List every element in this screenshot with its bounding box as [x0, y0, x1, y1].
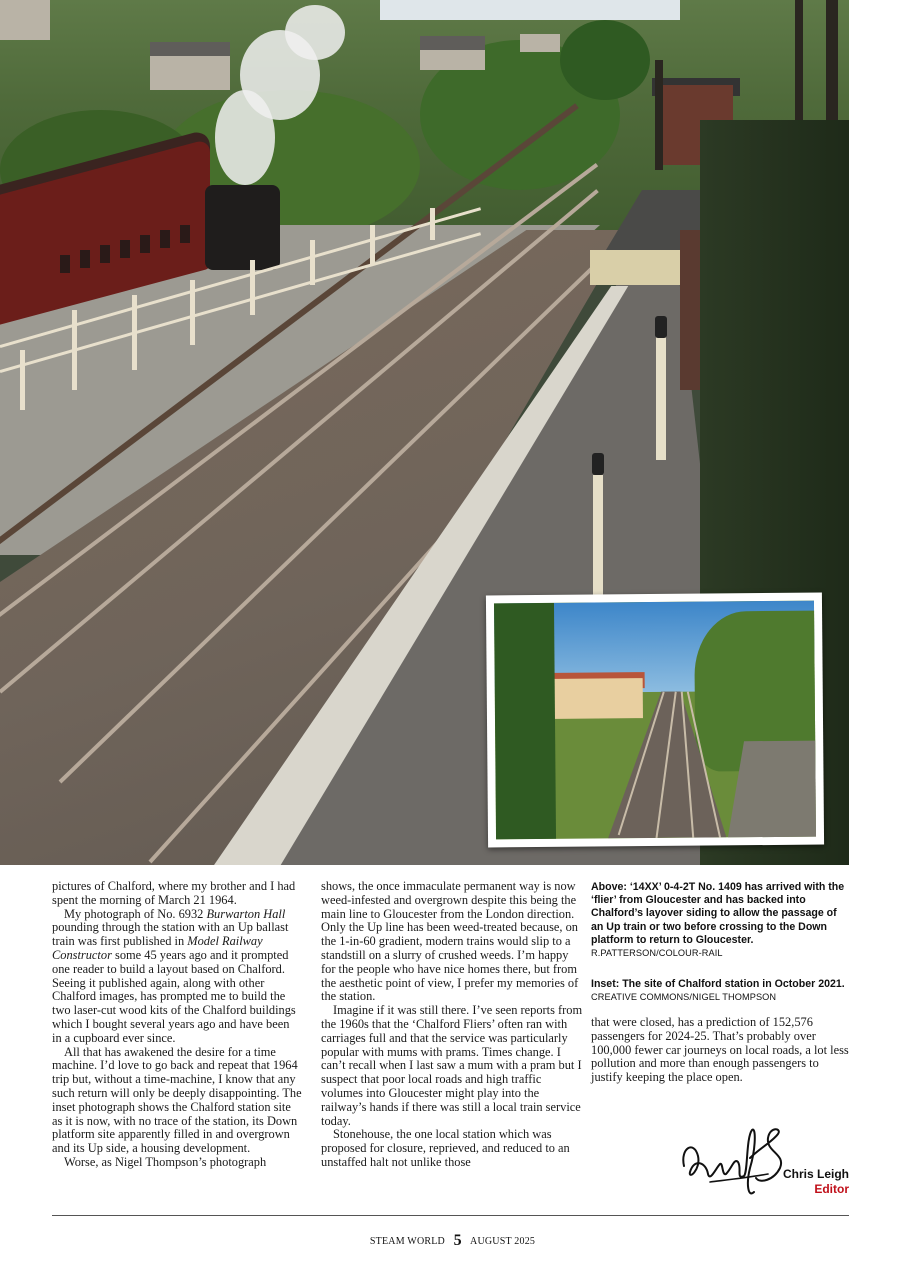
- fence-post: [250, 260, 255, 315]
- text-column-1: [52, 880, 302, 1170]
- sky: [380, 0, 680, 20]
- page-footer: [0, 1232, 905, 1250]
- house-roof: [420, 36, 485, 50]
- fence-post: [370, 225, 375, 265]
- editor-role: Editor: [814, 1182, 849, 1196]
- fence-post: [310, 240, 315, 285]
- platform-fence: [0, 200, 480, 400]
- house-roof: [150, 42, 230, 56]
- caption-text: Above: ‘14XX’ 0-4-2T No. 1409 has arrived with the ‘flier’ from Gloucester and has backed into Chalford’s layover siding to allow the passage of an Up train or two before crossing to the Down platform to return to Gloucester.: [591, 881, 845, 946]
- lamp-head: [592, 453, 604, 475]
- paragraph: pictures of Chalford, where my brother and I had spent the morning of March 21 1964.: [52, 879, 296, 907]
- house: [150, 56, 230, 90]
- locomotive-name: Burwarton Hall: [206, 906, 286, 921]
- magazine-name: STEAM WORLD: [369, 1236, 445, 1247]
- lamp-head: [655, 316, 667, 338]
- photo-credit: R.PATTERSON/COLOUR-RAIL: [591, 948, 723, 959]
- paragraph: All that has awakened the desire for a time machine. I’d love to go back and repeat that 1964 trip but, without a time-machine, I know that any such return will only be deeply disappointing. The inset photograph shows the Chalford station site as it is now, with no trace of the station, its Down platform site apparently filled in and overgrown and its Up side, a housing development.: [52, 1044, 302, 1156]
- lamp-post: [593, 475, 603, 595]
- text-run: My photograph of No. 6932: [64, 906, 207, 921]
- magazine-title: Model Railway Constructor: [52, 934, 263, 962]
- paragraph: Worse, as Nigel Thompson’s photograph: [64, 1154, 267, 1169]
- house: [420, 50, 485, 70]
- editor-name: Chris Leigh: [782, 1167, 849, 1181]
- paragraph: that were closed, has a prediction of 152,576 passengers for 2024-25. That’s probably over 100,000 fewer car journeys on local roads, a lot less pollution and more than enough passengers to justify keeping the place open.: [591, 1015, 849, 1085]
- text-column-2: [321, 880, 583, 1170]
- fence-rail: [0, 232, 481, 373]
- house: [0, 0, 50, 40]
- lamp-post: [656, 330, 666, 460]
- footer-rule: [52, 1215, 849, 1216]
- text-run: some 45 years ago and it prompted one reader to build a layout based on Chalford. Seeing it published again, along with other Chalford images, has prompted me to build the two laser-cut wood kits of the Chalford buildings which I bought several years ago and have been in a cupboard ever since.: [52, 947, 296, 1045]
- paragraph: [52, 908, 302, 1046]
- paragraph: Imagine if it was still there. I’ve seen reports from the 1960s that the ‘Chalford Fliers’ often ran with carriages full and that the service was particularly popular with mums with prams. Times change. I can’t recall when I last saw a mum with a pram but I suspect that poor local roads and high traffic volumes into Gloucester might play into the railway’s hands if there was still a local train service today.: [321, 1003, 583, 1128]
- main-photo-caption: [591, 881, 849, 960]
- tree-clump: [560, 20, 650, 100]
- house: [520, 34, 560, 52]
- inset-photo-caption: [591, 978, 849, 1004]
- text-run: pounding through the station with an Up ballast train was first published in: [52, 920, 289, 949]
- caption-text: Inset: The site of Chalford station in October 2021.: [591, 978, 845, 990]
- inset-retaining-wall: [727, 740, 816, 839]
- inset-trees: [494, 603, 556, 840]
- fence-post: [20, 350, 25, 410]
- photo-credit: CREATIVE COMMONS/NIGEL THOMPSON: [591, 992, 777, 1003]
- station-canopy: [590, 250, 690, 285]
- inset-image: [494, 601, 816, 840]
- steam-plume: [285, 5, 345, 60]
- paragraph: Stonehouse, the one local station which was proposed for closure, reprieved, and reduced to an unstaffed halt not unlike those: [321, 1127, 570, 1169]
- inset-photograph: [486, 593, 824, 848]
- page-number: 5: [453, 1232, 462, 1249]
- paragraph: shows, the once immaculate permanent way is now weed-infested and overgrown despite this being the main line to Gloucester from the London direction. Only the Up line has been weed-treated because, on the 1-in-60 gradient, modern trains would slip to a standstill on a slurry of crushed weeds. I’m happy for the people who have nice homes there, but from the aesthetic point of view, I prefer my memories of the station.: [321, 879, 579, 1004]
- fence-rail: [0, 207, 481, 348]
- issue-date: AUGUST 2025: [470, 1236, 536, 1247]
- text-column-3: [591, 1016, 849, 1085]
- telegraph-pole: [655, 60, 663, 170]
- telegraph-pole: [826, 0, 838, 140]
